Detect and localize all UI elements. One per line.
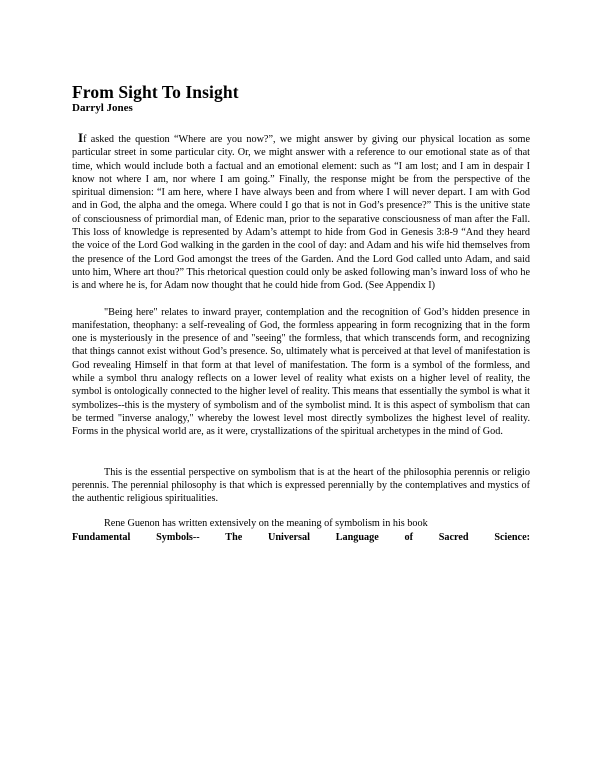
paragraph-1 (72, 131, 530, 293)
paragraph-2: "Being here" relates to inward prayer, contemplation and the recognition of God’s hidden presence in manifestation, theophany: a self-revealing of God, the formless appearing in form recognizing that in the form one is mysteriously in the presence of and "seeing" the formless, that which transcends form, and recognizing that things cannot exist without God’s presence. So, ultimately what is perceived at that level of manifestation is God revealing Himself in that form at that level of manifestation. The form is a symbol of the formless, and while a symbol thru analogy reflects on a lower level of reality what exists on a higher level of reality, the symbol is ontologically connected to the higher level of reality. This means that essentially the symbol is what it symbolizes--this is the mystery of symbolism and of the symbolist mind. It is this aspect of symbolism that can be termed "inverse analogy," whereby the lowest level most directly symbolizes the highest level of reality. Forms in the physical world are, as it were, crystallizations of the spiritual archetypes in the mind of God. (72, 306, 530, 438)
paragraph-gap (72, 505, 530, 517)
paragraph-4: Rene Guenon has written extensively on the meaning of symbolism in his book (104, 518, 428, 530)
document-title: From Sight To Insight (72, 82, 239, 102)
drop-cap: I (78, 130, 84, 145)
book-title: Fundamental Symbols-- The Universal Language of Sacred Science: (72, 531, 530, 543)
paragraph-gap (72, 293, 530, 306)
paragraph-gap (72, 439, 530, 466)
document-page (72, 82, 530, 544)
paragraph-1-text: f asked the question “Where are you now?”, we might answer by giving our physical location as some particular street in some particular city. Or, we might answer with a reference to our emotional state as of that time, which would include both a factual and an emotional element: such as “I am lost; and I am in despair I know not where I am, nor where I am going.” Finally, the response might be from the perspective of the spiritual dimension: “I am here, where I have always been and from where I will never depart. I am with God and in God, the alpha and the omega. Where could I go that is not in God’s presence?” This is the unitive state of consciousness of primordial man, of Edenic man, prior to the separative consciousness of man after the Fall. This loss of knowledge is represented by Adam’s attempt to hide from God in Genesis 3:8-9 “And they heard the voice of the Lord God walking in the garden in the cool of day: and Adam and his wife hid themselves from the presence of the Lord God amongst the trees of the Garden. And the Lord God called unto Adam, and said unto him, Where art thou?” This rhetorical question could only be asked following man’s inward loss of who he is and where he is, for Adam now thought that he could hide from God. (See Appendix I) (72, 134, 530, 292)
document-author: Darryl Jones (72, 102, 133, 114)
paragraph-3: This is the essential perspective on symbolism that is at the heart of the philosophia perennis or religio perennis. The perennial philosophy is that which is expressed perennially by the contemplatives and mystics of the authentic religious spiritualities. (72, 466, 530, 505)
